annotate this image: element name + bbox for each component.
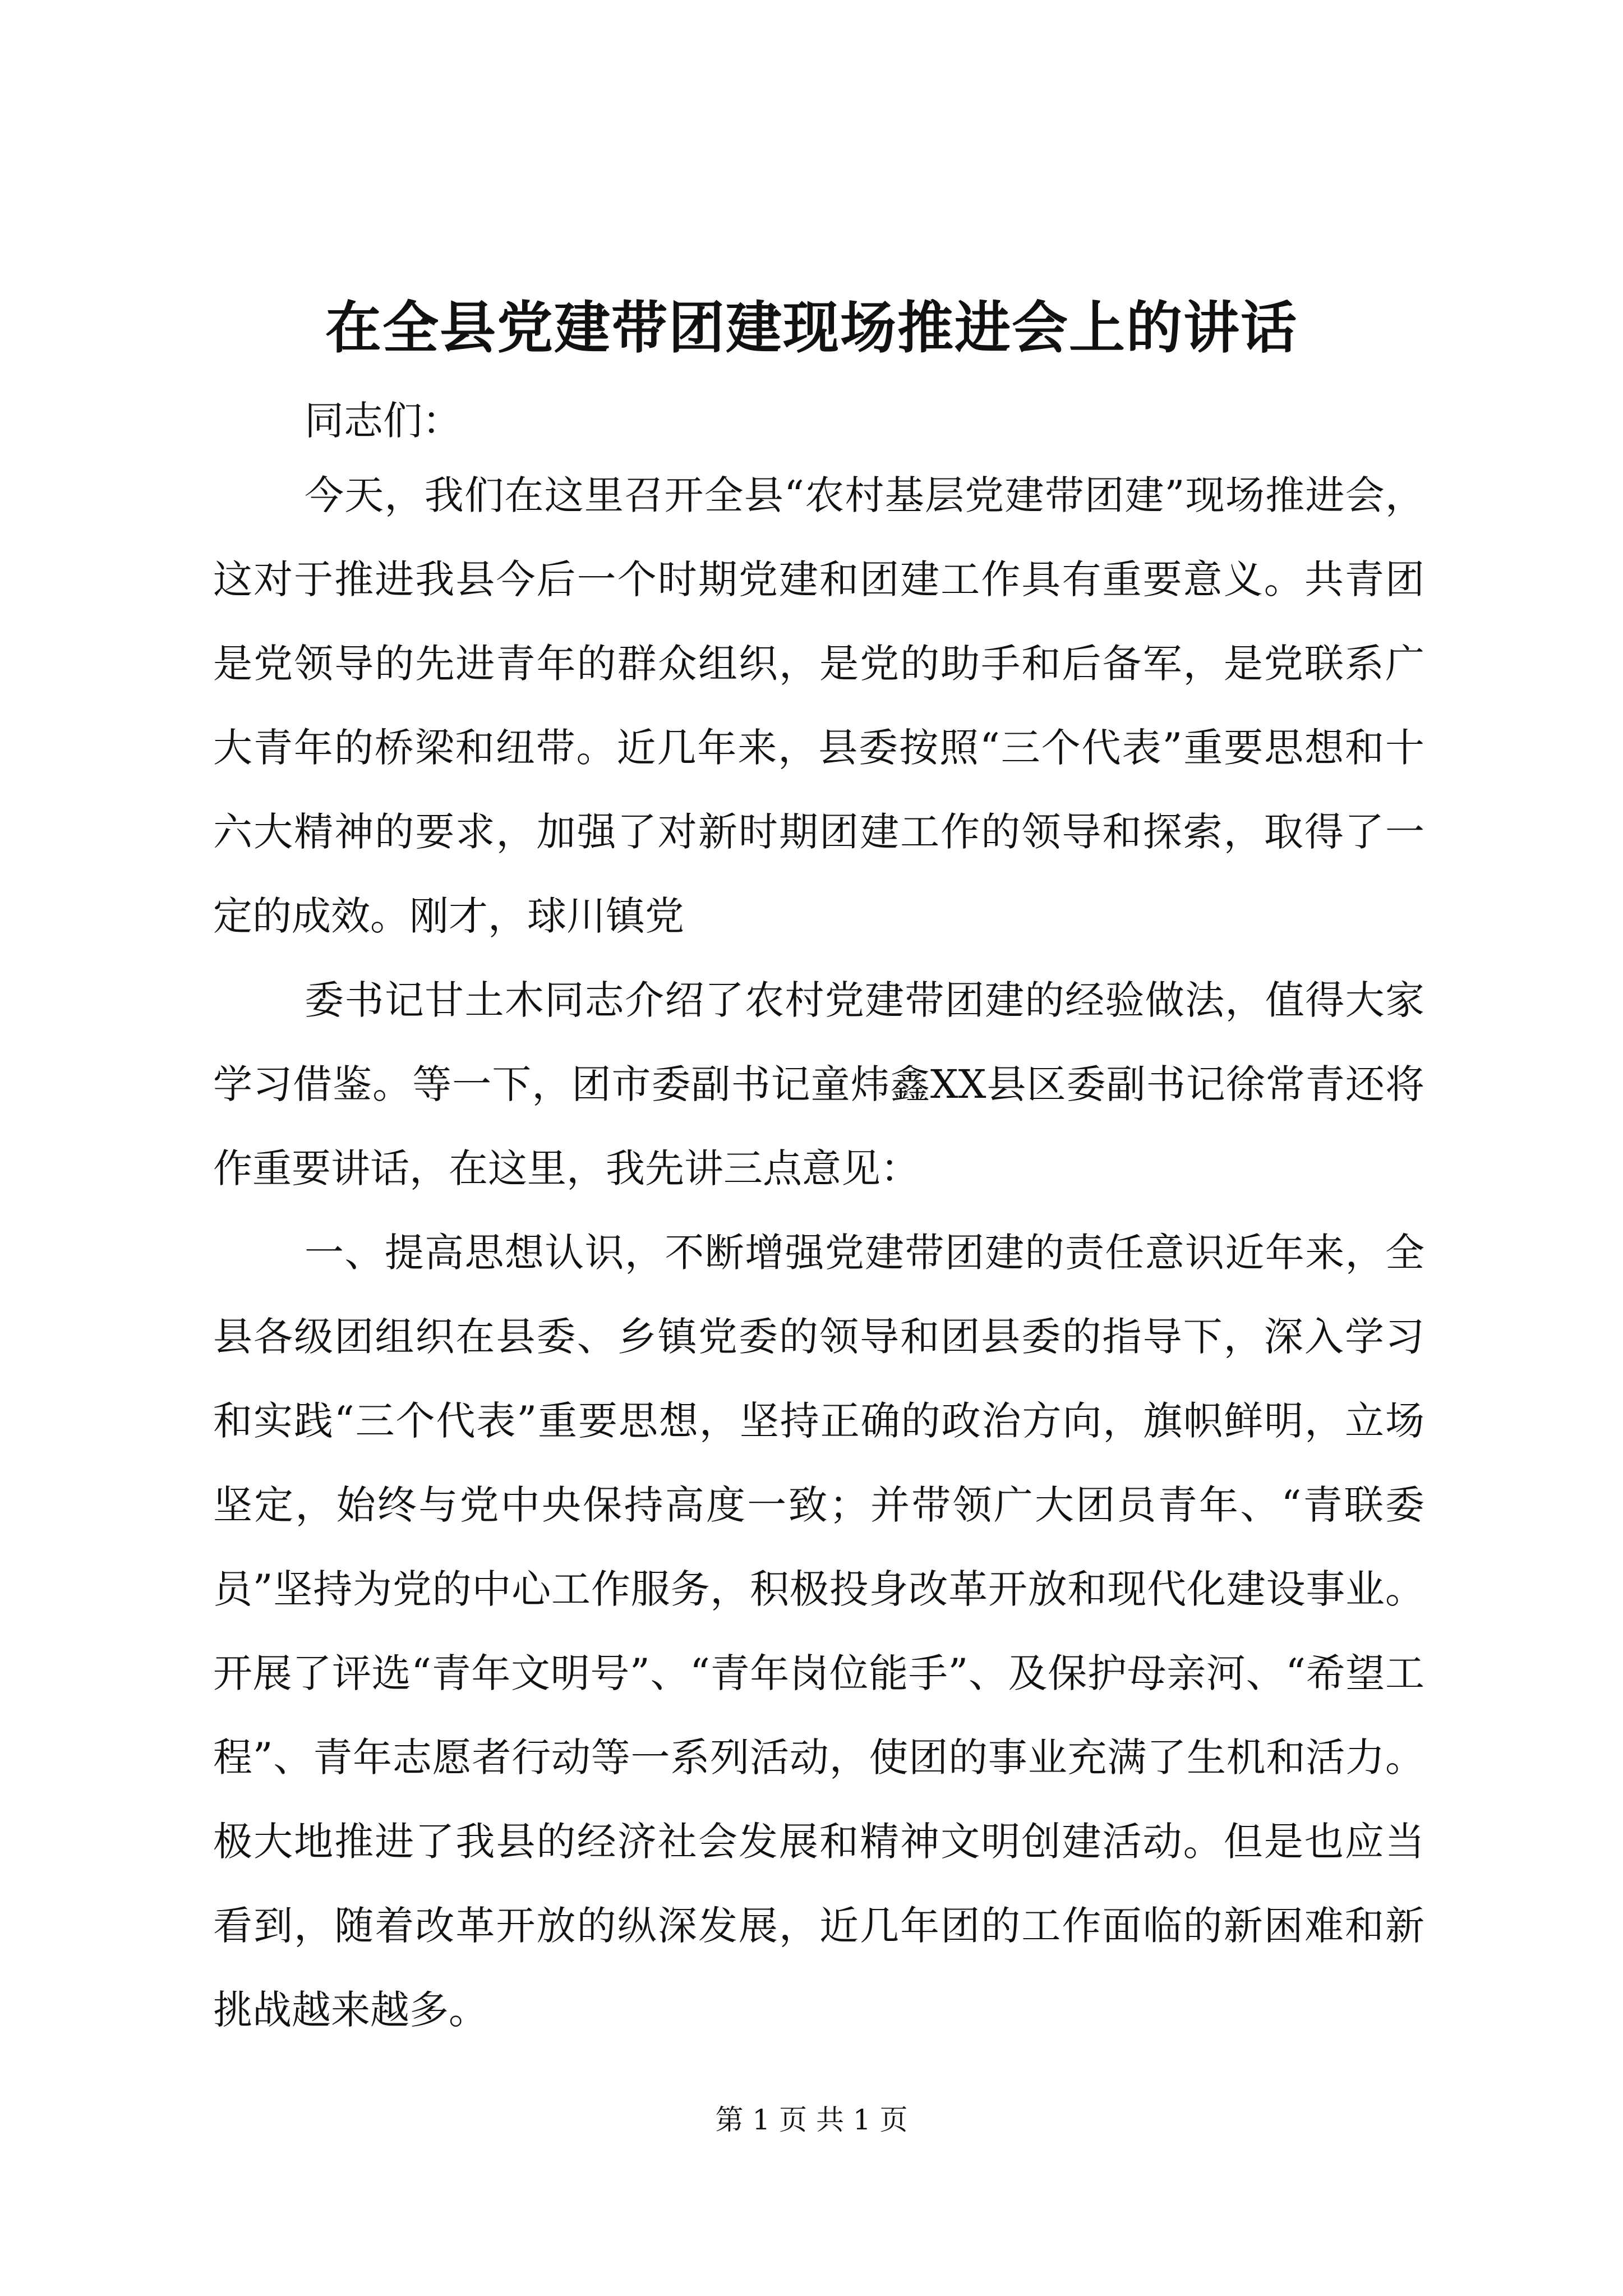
body-paragraph-2: 委书记甘土木同志介绍了农村党建带团建的经验做法，值得大家学习借鉴。等一下，团市委副书记童炜鑫XX县区委副书记徐常青还将作重要讲话，在这里，我先讲三点意见： (213, 977, 1424, 1191)
document-title: 在全县党建带团建现场推进会上的讲话 (325, 295, 1298, 361)
page-number-footer: 第 1 页 共 1 页 (715, 2104, 908, 2136)
body-paragraph-3: 一、提高思想认识，不断增强党建带团建的责任意识近年来，全县各级团组织在县委、乡镇党委的领导和团县委的指导下，深入学习和实践“三个代表”重要思想，坚持正确的政治方向，旗帜鲜明，立场坚定，始终与党中央保持高度一致；并带领广大团员青年、“青联委员”坚持为党的中心工作服务，积极投身改革开放和现代化建设事业。开展了评选“青年文明号”、“青年岗位能手”、及保护母亲河、“希望工程”、青年志愿者行动等一系列活动，使团的事业充满了生机和活力。极大地推进了我县的经济社会发展和精神文明创建活动。但是也应当看到，随着改革开放的纵深发展，近几年团的工作面临的新困难和新挑战越来越多。 (213, 1230, 1424, 2033)
salutation: 同志们： (305, 398, 462, 444)
body-paragraph-1: 今天，我们在这里召开全县“农村基层党建带团建”现场推进会，这对于推进我县今后一个时期党建和团建工作具有重要意义。共青团是党领导的先进青年的群众组织，是党的助手和后备军，是党联系广大青年的桥梁和纽带。近几年来，县委按照“三个代表”重要思想和十六大精神的要求，加强了对新时期团建工作的领导和探索，取得了一定的成效。刚才，球川镇党 (213, 472, 1424, 939)
